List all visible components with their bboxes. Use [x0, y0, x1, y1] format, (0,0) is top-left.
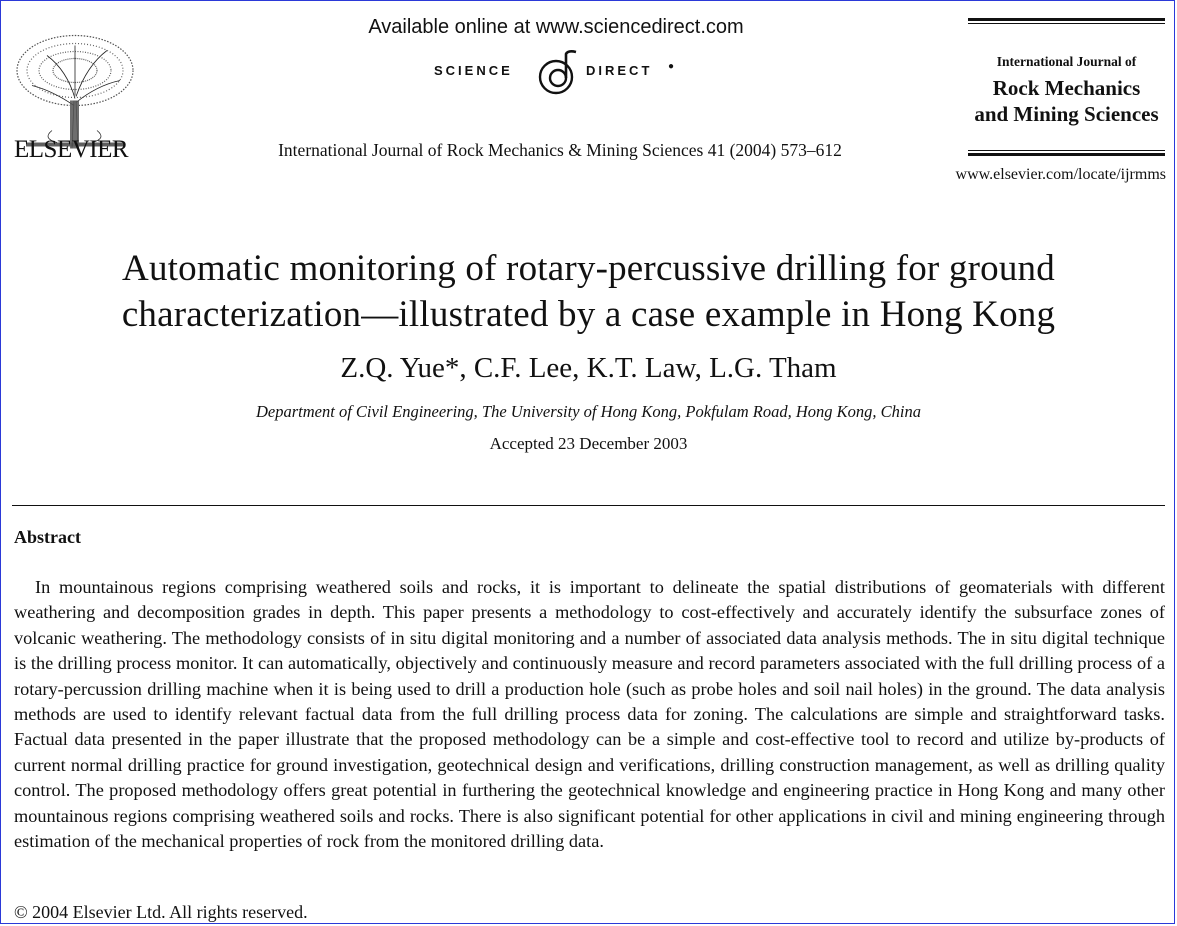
registered-mark-icon: ● [668, 61, 675, 72]
section-divider [12, 505, 1165, 506]
journal-citation: International Journal of Rock Mechanics & Mining Sciences 41 (2004) 573–612 [278, 140, 842, 160]
bottom-rule [968, 153, 1165, 156]
sciencedirect-left-text: SCIENCE [434, 63, 513, 78]
journal-title-line1: Rock Mechanics [992, 76, 1141, 100]
title-line1: Automatic monitoring of rotary-percussive drilling for ground [122, 248, 1055, 289]
top-rule [968, 18, 1165, 21]
journal-url: www.elsevier.com/locate/ijrmms [955, 166, 1166, 183]
journal-main-title [968, 75, 1165, 127]
journal-title-box [968, 18, 1165, 158]
sciencedirect-d-emblem [534, 48, 582, 98]
copyright-notice: © 2004 Elsevier Ltd. All rights reserved. [14, 902, 308, 922]
author-list: Z.Q. Yue*, C.F. Lee, K.T. Law, L.G. Tham [340, 352, 837, 384]
available-online-text: Available online at www.sciencedirect.com [368, 16, 744, 38]
affiliation: Department of Civil Engineering, The University of Hong Kong, Pokfulam Road, Hong Kong, China [256, 402, 921, 421]
abstract-body: In mountainous regions comprising weathered soils and rocks, it is important to delineate the spatial distributions of geomaterials with different weathering and decomposition grades in depth. This paper presents a methodology to cost-effectively and accurately identify the subsurface zones of volcanic weathering. The methodology consists of in situ digital monitoring and a number of associated data analysis methods. The in situ digital technique is the drilling process monitor. It can automatically, objectively and continuously measure and record parameters associated with the full drilling process of a rotary-percussion drilling machine when it is being used to drill a production hole (such as probe holes and soil nail holes) in the ground. The data analysis methods are used to identify relevant factual data from the full drilling process data for zoning. The calculations are simple and straightforward tasks. Factual data presented in the paper illustrate that the proposed methodology can be a simple and cost-effective tool to record and utilize by-products of current normal drilling practice for ground investigation, geotechnical design and verifications, drilling construction management, as well as drilling quality control. The proposed methodology offers great potential in furthering the geotechnical knowledge and engineering practice in Hong Kong and many other mountainous regions comprising weathered soils and rocks. There is also significant potential for other applications in civil and mining engineering through estimation of the mechanical properties of rock from the monitored drilling data. [14, 577, 1165, 852]
sciencedirect-logo [400, 48, 700, 98]
article-title [20, 246, 1157, 338]
sciencedirect-right-text: DIRECT [586, 63, 653, 78]
title-line2: characterization—illustrated by a case example in Hong Kong [121, 294, 1056, 335]
top-rule-thin [968, 23, 1165, 24]
publisher-name: ELSEVIER [14, 136, 129, 163]
bottom-rule-thin [968, 150, 1165, 151]
accepted-date: Accepted 23 December 2003 [489, 434, 688, 453]
journal-small-title: International Journal of [996, 54, 1137, 69]
abstract-heading: Abstract [14, 527, 81, 547]
journal-title-line2: and Mining Sciences [974, 102, 1159, 126]
